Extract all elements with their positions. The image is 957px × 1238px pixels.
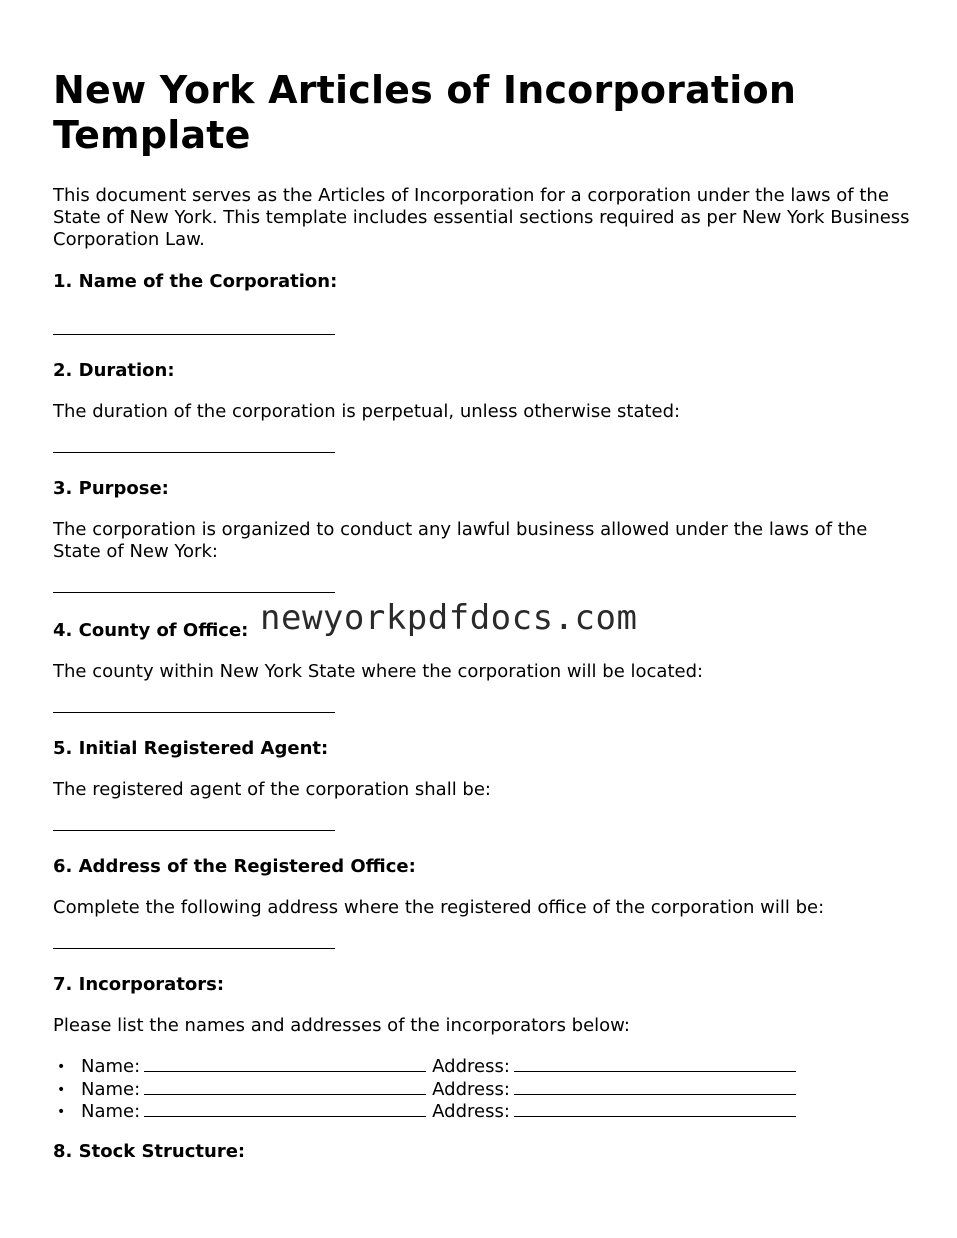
- document-page: [53, 0, 913, 1163]
- section-heading: 6. Address of the Registered Office:: [53, 856, 416, 877]
- registered-office-blank-line[interactable]: [53, 948, 335, 949]
- name-label: Name:: [81, 1101, 141, 1122]
- name-label: Name:: [81, 1078, 141, 1100]
- corporation-name-blank-line[interactable]: [53, 334, 335, 335]
- incorporator-name-blank-line[interactable]: [144, 1101, 426, 1117]
- incorporator-name-blank-line[interactable]: [144, 1079, 426, 1095]
- address-label: Address:: [432, 1078, 510, 1100]
- purpose-blank-line[interactable]: [53, 592, 335, 593]
- incorporator-row: [57, 1056, 913, 1079]
- section-heading: 2. Duration:: [53, 360, 175, 381]
- incorporators-list: [53, 1056, 913, 1124]
- section-description: Complete the following address where the registered office of the corporation will be:: [53, 897, 825, 918]
- incorporator-address-blank-line[interactable]: [514, 1056, 796, 1072]
- section-registered-agent: [53, 738, 913, 831]
- watermark-text: newyorkpdfdocs.com: [260, 598, 638, 638]
- section-description: The duration of the corporation is perpetual, unless otherwise stated:: [53, 401, 681, 422]
- section-duration: [53, 360, 913, 453]
- section-purpose: [53, 478, 913, 593]
- bullet-icon: •: [57, 1059, 66, 1075]
- county-blank-line[interactable]: [53, 712, 335, 713]
- address-label: Address:: [432, 1101, 510, 1122]
- section-description: The county within New York State where the corporation will be located:: [53, 661, 704, 682]
- section-stock-structure: [53, 1141, 913, 1163]
- incorporator-row: [57, 1101, 913, 1124]
- section-description: Please list the names and addresses of the incorporators below:: [53, 1015, 630, 1036]
- section-heading: 8. Stock Structure:: [53, 1140, 246, 1162]
- bullet-icon: •: [57, 1081, 66, 1098]
- document-title: New York Articles of Incorporation Template: [53, 68, 797, 157]
- section-description: The corporation is organized to conduct any lawful business allowed under the laws of the State of New York:: [53, 519, 868, 562]
- section-heading: 5. Initial Registered Agent:: [53, 738, 329, 759]
- bullet-icon: •: [57, 1104, 66, 1120]
- section-incorporators: [53, 974, 913, 1124]
- section-registered-office-address: [53, 856, 913, 949]
- incorporator-name-blank-line[interactable]: [144, 1056, 426, 1072]
- section-heading: 4. County of Office:: [53, 620, 249, 641]
- section-name-of-corporation: [53, 271, 913, 335]
- intro-paragraph: This document serves as the Articles of Incorporation for a corporation under the laws of the State of New York. This template includes essential sections required as per New York Business Corporation Law.: [53, 185, 910, 250]
- section-description: The registered agent of the corporation shall be:: [53, 779, 491, 800]
- incorporator-address-blank-line[interactable]: [514, 1101, 796, 1117]
- section-heading: 7. Incorporators:: [53, 974, 225, 995]
- section-heading: 3. Purpose:: [53, 478, 169, 499]
- section-heading: 1. Name of the Corporation:: [53, 271, 338, 292]
- incorporator-row: [57, 1078, 913, 1102]
- name-label: Name:: [81, 1056, 141, 1077]
- address-label: Address:: [432, 1056, 510, 1077]
- registered-agent-blank-line[interactable]: [53, 830, 335, 831]
- incorporator-address-blank-line[interactable]: [514, 1079, 796, 1095]
- duration-blank-line[interactable]: [53, 452, 335, 453]
